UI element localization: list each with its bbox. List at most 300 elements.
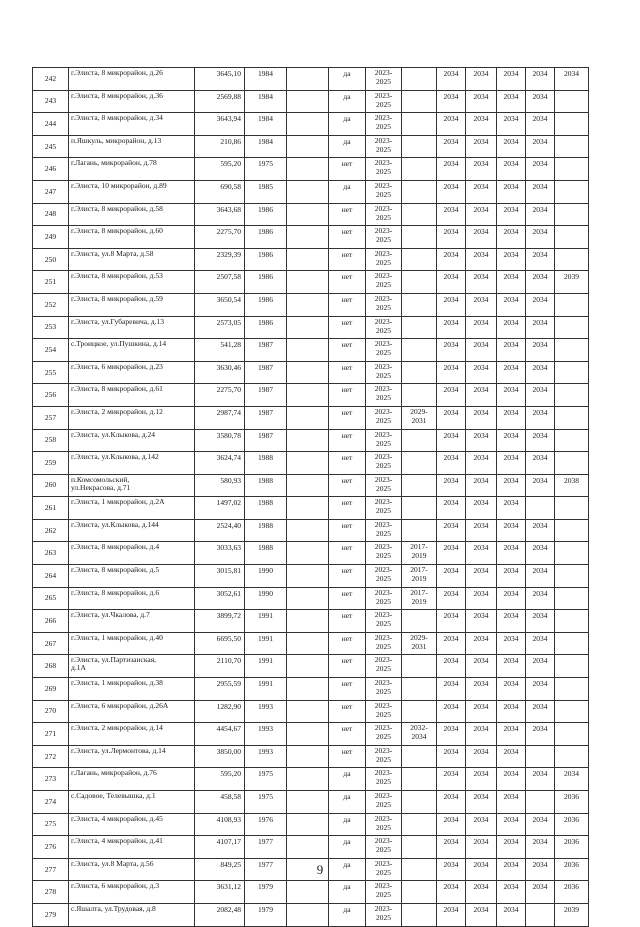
year-col1-cell: 2034 — [437, 361, 466, 384]
period2-cell — [402, 90, 437, 113]
year-cell: 1991 — [245, 610, 287, 633]
period2-cell — [402, 293, 437, 316]
empty-cell — [287, 293, 329, 316]
address-cell: г.Элиста, ул.Чкалова, д.7 — [69, 610, 195, 633]
row-number: 243 — [33, 90, 69, 113]
year-col1-cell: 2034 — [437, 68, 466, 91]
year-col1-cell: 2034 — [437, 452, 466, 475]
year-col1-cell: 2034 — [437, 903, 466, 926]
empty-cell — [287, 135, 329, 158]
year-col4-cell: 2034 — [526, 836, 555, 859]
address-cell: г.Элиста, 8 микрорайон, д.26 — [69, 68, 195, 91]
year-col4-cell: 2034 — [526, 316, 555, 339]
status-cell: да — [329, 903, 366, 926]
status-cell: нет — [329, 316, 366, 339]
table-row — [33, 226, 589, 249]
year-cell: 1986 — [245, 316, 287, 339]
year-col2-cell: 2034 — [466, 813, 497, 836]
year-col5-cell — [555, 542, 589, 565]
row-number: 265 — [33, 587, 69, 610]
year-col4-cell: 2034 — [526, 587, 555, 610]
area-cell: 2275,70 — [195, 384, 245, 407]
empty-cell — [287, 248, 329, 271]
period-cell: 2023- 2025 — [366, 700, 402, 723]
year-col1-cell: 2034 — [437, 858, 466, 881]
row-number: 248 — [33, 203, 69, 226]
row-number: 254 — [33, 339, 69, 362]
address-cell: г.Элиста, 6 микрорайон, д.3 — [69, 881, 195, 904]
address-cell: г.Элиста, 8 микрорайон, д.5 — [69, 565, 195, 588]
period-cell: 2023- 2025 — [366, 158, 402, 181]
year-col5-cell — [555, 655, 589, 678]
row-number: 271 — [33, 723, 69, 746]
year-col5-cell: 2036 — [555, 858, 589, 881]
table-row — [33, 791, 589, 814]
period2-cell — [402, 497, 437, 520]
year-col4-cell: 2034 — [526, 113, 555, 136]
table-row — [33, 813, 589, 836]
year-col2-cell: 2034 — [466, 68, 497, 91]
empty-cell — [287, 519, 329, 542]
year-col2-cell: 2034 — [466, 271, 497, 294]
address-cell: г.Элиста, ул.Клыкова, д.144 — [69, 519, 195, 542]
year-col3-cell: 2034 — [497, 429, 526, 452]
period2-cell — [402, 384, 437, 407]
row-number: 272 — [33, 745, 69, 768]
empty-cell — [287, 565, 329, 588]
year-col5-cell — [555, 429, 589, 452]
address-cell: г.Элиста, 4 микрорайон, д.45 — [69, 813, 195, 836]
status-cell: да — [329, 813, 366, 836]
year-cell: 1975 — [245, 768, 287, 791]
address-cell: г.Элиста, ул.8 Марта, д.56 — [69, 858, 195, 881]
period2-cell — [402, 158, 437, 181]
address-cell: г.Элиста, 6 микрорайон, д.23 — [69, 361, 195, 384]
year-col4-cell: 2034 — [526, 203, 555, 226]
address-cell: г.Элиста, ул.Партизанская, д.1А — [69, 655, 195, 678]
year-col5-cell — [555, 384, 589, 407]
address-cell: г.Элиста, 8 микрорайон, д.61 — [69, 384, 195, 407]
year-col3-cell: 2034 — [497, 180, 526, 203]
year-col4-cell: 2034 — [526, 632, 555, 655]
area-cell: 1497,02 — [195, 497, 245, 520]
period-cell: 2023- 2025 — [366, 474, 402, 497]
row-number: 253 — [33, 316, 69, 339]
area-cell: 690,58 — [195, 180, 245, 203]
row-number: 245 — [33, 135, 69, 158]
area-cell: 3850,00 — [195, 745, 245, 768]
period2-cell — [402, 813, 437, 836]
period-cell: 2023- 2025 — [366, 678, 402, 701]
status-cell: нет — [329, 542, 366, 565]
table-row — [33, 474, 589, 497]
empty-cell — [287, 745, 329, 768]
row-number: 274 — [33, 791, 69, 814]
empty-cell — [287, 881, 329, 904]
year-col3-cell: 2034 — [497, 700, 526, 723]
address-cell: с.Садовое, Телевышка, д.1 — [69, 791, 195, 814]
year-col4-cell: 2034 — [526, 90, 555, 113]
year-col2-cell: 2034 — [466, 248, 497, 271]
year-cell: 1984 — [245, 113, 287, 136]
period-cell: 2023- 2025 — [366, 429, 402, 452]
year-col2-cell: 2034 — [466, 858, 497, 881]
area-cell: 3033,63 — [195, 542, 245, 565]
year-col1-cell: 2034 — [437, 158, 466, 181]
address-cell: г.Элиста, ул.Губаревича, д.13 — [69, 316, 195, 339]
year-col2-cell: 2034 — [466, 655, 497, 678]
status-cell: нет — [329, 248, 366, 271]
year-col4-cell: 2034 — [526, 226, 555, 249]
year-col1-cell: 2034 — [437, 203, 466, 226]
year-cell: 1976 — [245, 813, 287, 836]
period-cell: 2023- 2025 — [366, 723, 402, 746]
year-col4-cell: 2034 — [526, 768, 555, 791]
status-cell: да — [329, 113, 366, 136]
period-cell: 2023- 2025 — [366, 813, 402, 836]
area-cell: 2275,70 — [195, 226, 245, 249]
empty-cell — [287, 361, 329, 384]
year-col1-cell: 2034 — [437, 226, 466, 249]
period-cell: 2023- 2025 — [366, 271, 402, 294]
housing-repair-table — [32, 67, 589, 927]
period-cell: 2023- 2025 — [366, 180, 402, 203]
year-col1-cell: 2034 — [437, 90, 466, 113]
year-cell: 1990 — [245, 565, 287, 588]
table-row — [33, 406, 589, 429]
period-cell: 2023- 2025 — [366, 293, 402, 316]
year-cell: 1986 — [245, 226, 287, 249]
status-cell: нет — [329, 384, 366, 407]
year-col5-cell — [555, 316, 589, 339]
year-col5-cell — [555, 497, 589, 520]
year-cell: 1988 — [245, 474, 287, 497]
table-row — [33, 723, 589, 746]
year-col1-cell: 2034 — [437, 700, 466, 723]
period-cell: 2023- 2025 — [366, 881, 402, 904]
year-col5-cell: 2038 — [555, 474, 589, 497]
area-cell: 3899,72 — [195, 610, 245, 633]
period-cell: 2023- 2025 — [366, 836, 402, 859]
year-cell: 1990 — [245, 587, 287, 610]
period-cell: 2023- 2025 — [366, 768, 402, 791]
period-cell: 2023- 2025 — [366, 903, 402, 926]
period2-cell — [402, 226, 437, 249]
empty-cell — [287, 678, 329, 701]
area-cell: 3643,68 — [195, 203, 245, 226]
year-col5-cell — [555, 519, 589, 542]
empty-cell — [287, 271, 329, 294]
status-cell: нет — [329, 203, 366, 226]
row-number: 261 — [33, 497, 69, 520]
page-number: 9 — [316, 862, 324, 877]
area-cell: 4107,17 — [195, 836, 245, 859]
year-col3-cell: 2034 — [497, 565, 526, 588]
year-col5-cell — [555, 587, 589, 610]
period-cell: 2023- 2025 — [366, 565, 402, 588]
row-number: 276 — [33, 836, 69, 859]
empty-cell — [287, 339, 329, 362]
year-col1-cell: 2034 — [437, 497, 466, 520]
year-cell: 1979 — [245, 881, 287, 904]
table-body — [33, 68, 589, 927]
year-col1-cell: 2034 — [437, 113, 466, 136]
table-row — [33, 519, 589, 542]
year-cell: 1979 — [245, 903, 287, 926]
year-col4-cell: 2034 — [526, 361, 555, 384]
status-cell: да — [329, 768, 366, 791]
row-number: 266 — [33, 610, 69, 633]
empty-cell — [287, 542, 329, 565]
year-col1-cell: 2034 — [437, 542, 466, 565]
year-col3-cell: 2034 — [497, 519, 526, 542]
year-col2-cell: 2034 — [466, 587, 497, 610]
status-cell: нет — [329, 700, 366, 723]
row-number: 257 — [33, 406, 69, 429]
table-row — [33, 90, 589, 113]
address-cell: г.Элиста, 1 микрорайон, д.2А — [69, 497, 195, 520]
table-row — [33, 632, 589, 655]
period2-cell: 2017- 2019 — [402, 565, 437, 588]
period2-cell — [402, 203, 437, 226]
row-number: 273 — [33, 768, 69, 791]
row-number: 249 — [33, 226, 69, 249]
status-cell: да — [329, 858, 366, 881]
table-row — [33, 881, 589, 904]
period-cell: 2023- 2025 — [366, 406, 402, 429]
address-cell: г.Лагань, микрорайон, д.78 — [69, 158, 195, 181]
year-col3-cell: 2034 — [497, 745, 526, 768]
year-col4-cell: 2034 — [526, 542, 555, 565]
year-col1-cell: 2034 — [437, 745, 466, 768]
empty-cell — [287, 610, 329, 633]
year-col3-cell: 2034 — [497, 452, 526, 475]
row-number: 263 — [33, 542, 69, 565]
year-cell: 1991 — [245, 655, 287, 678]
address-cell: г.Элиста, 8 микрорайон, д.34 — [69, 113, 195, 136]
row-number: 242 — [33, 68, 69, 91]
period-cell: 2023- 2025 — [366, 361, 402, 384]
year-col3-cell: 2034 — [497, 384, 526, 407]
address-cell: г.Элиста, 8 микрорайон, д.59 — [69, 293, 195, 316]
period2-cell — [402, 610, 437, 633]
year-col3-cell: 2034 — [497, 406, 526, 429]
period-cell: 2023- 2025 — [366, 384, 402, 407]
period-cell: 2023- 2025 — [366, 339, 402, 362]
address-cell: г.Элиста, ул.8 Марта, д.58 — [69, 248, 195, 271]
year-cell: 1984 — [245, 90, 287, 113]
area-cell: 6695,50 — [195, 632, 245, 655]
year-col3-cell: 2034 — [497, 768, 526, 791]
table-row — [33, 180, 589, 203]
status-cell: нет — [329, 655, 366, 678]
status-cell: нет — [329, 293, 366, 316]
empty-cell — [287, 768, 329, 791]
address-cell: г.Лагань, микрорайон, д.76 — [69, 768, 195, 791]
area-cell: 2987,74 — [195, 406, 245, 429]
address-cell: г.Элиста, 1 микрорайон, д.38 — [69, 678, 195, 701]
table-row — [33, 68, 589, 91]
status-cell: да — [329, 68, 366, 91]
year-col2-cell: 2034 — [466, 452, 497, 475]
address-cell: г.Элиста, ул.Лермонтова, д.14 — [69, 745, 195, 768]
row-number: 268 — [33, 655, 69, 678]
address-cell: п.Комсомольский, ул.Некрасова, д.71 — [69, 474, 195, 497]
year-col2-cell: 2034 — [466, 226, 497, 249]
year-col2-cell: 2034 — [466, 293, 497, 316]
year-cell: 1986 — [245, 248, 287, 271]
period-cell: 2023- 2025 — [366, 135, 402, 158]
year-col2-cell: 2034 — [466, 542, 497, 565]
year-cell: 1987 — [245, 406, 287, 429]
period2-cell — [402, 429, 437, 452]
row-number: 258 — [33, 429, 69, 452]
year-col1-cell: 2034 — [437, 474, 466, 497]
year-col4-cell: 2034 — [526, 519, 555, 542]
period2-cell: 2029- 2031 — [402, 632, 437, 655]
year-col4-cell: 2034 — [526, 678, 555, 701]
year-cell: 1988 — [245, 542, 287, 565]
year-col4-cell: 2034 — [526, 248, 555, 271]
status-cell: нет — [329, 587, 366, 610]
area-cell: 1282,90 — [195, 700, 245, 723]
year-col3-cell: 2034 — [497, 158, 526, 181]
year-col1-cell: 2034 — [437, 135, 466, 158]
period2-cell: 2032- 2034 — [402, 723, 437, 746]
status-cell: нет — [329, 339, 366, 362]
empty-cell — [287, 226, 329, 249]
year-col5-cell — [555, 248, 589, 271]
period-cell: 2023- 2025 — [366, 316, 402, 339]
period2-cell — [402, 836, 437, 859]
year-cell: 1986 — [245, 203, 287, 226]
table-row — [33, 903, 589, 926]
period2-cell — [402, 248, 437, 271]
table-row — [33, 768, 589, 791]
table-row — [33, 271, 589, 294]
period2-cell — [402, 113, 437, 136]
period-cell: 2023- 2025 — [366, 791, 402, 814]
empty-cell — [287, 68, 329, 91]
empty-cell — [287, 406, 329, 429]
table-row — [33, 293, 589, 316]
year-col2-cell: 2034 — [466, 474, 497, 497]
table-row — [33, 135, 589, 158]
status-cell: нет — [329, 361, 366, 384]
status-cell: нет — [329, 271, 366, 294]
year-col4-cell: 2034 — [526, 452, 555, 475]
year-cell: 1987 — [245, 384, 287, 407]
year-cell: 1984 — [245, 135, 287, 158]
year-col1-cell: 2034 — [437, 248, 466, 271]
address-cell: г.Элиста, 10 микрорайон, д.89 — [69, 180, 195, 203]
year-cell: 1986 — [245, 293, 287, 316]
year-cell: 1991 — [245, 632, 287, 655]
empty-cell — [287, 723, 329, 746]
address-cell: г.Элиста, ул.Клыкова, д.24 — [69, 429, 195, 452]
year-col2-cell: 2034 — [466, 406, 497, 429]
year-col3-cell: 2034 — [497, 339, 526, 362]
year-col3-cell: 2034 — [497, 226, 526, 249]
period-cell: 2023- 2025 — [366, 542, 402, 565]
empty-cell — [287, 813, 329, 836]
area-cell: 3052,61 — [195, 587, 245, 610]
row-number: 251 — [33, 271, 69, 294]
status-cell: нет — [329, 745, 366, 768]
year-cell: 1988 — [245, 452, 287, 475]
status-cell: нет — [329, 632, 366, 655]
area-cell: 595,20 — [195, 768, 245, 791]
address-cell: г.Элиста, 6 микрорайон, д.26А — [69, 700, 195, 723]
period2-cell — [402, 791, 437, 814]
area-cell: 3015,81 — [195, 565, 245, 588]
period2-cell — [402, 339, 437, 362]
year-col1-cell: 2034 — [437, 339, 466, 362]
period-cell: 2023- 2025 — [366, 90, 402, 113]
status-cell: да — [329, 135, 366, 158]
year-col1-cell: 2034 — [437, 836, 466, 859]
year-col2-cell: 2034 — [466, 723, 497, 746]
year-col5-cell — [555, 293, 589, 316]
address-cell: г.Элиста, 8 микрорайон, д.36 — [69, 90, 195, 113]
year-col3-cell: 2034 — [497, 203, 526, 226]
empty-cell — [287, 497, 329, 520]
year-col3-cell: 2034 — [497, 723, 526, 746]
year-col4-cell: 2034 — [526, 881, 555, 904]
year-col5-cell — [555, 452, 589, 475]
year-col3-cell: 2034 — [497, 903, 526, 926]
period-cell: 2023- 2025 — [366, 497, 402, 520]
year-col1-cell: 2034 — [437, 768, 466, 791]
status-cell: нет — [329, 429, 366, 452]
year-cell: 1988 — [245, 497, 287, 520]
year-col2-cell: 2034 — [466, 768, 497, 791]
empty-cell — [287, 429, 329, 452]
status-cell: да — [329, 180, 366, 203]
year-col1-cell: 2034 — [437, 180, 466, 203]
area-cell: 580,93 — [195, 474, 245, 497]
year-col1-cell: 2034 — [437, 271, 466, 294]
row-number: 246 — [33, 158, 69, 181]
row-number: 278 — [33, 881, 69, 904]
empty-cell — [287, 384, 329, 407]
status-cell: да — [329, 791, 366, 814]
year-col4-cell: 2034 — [526, 565, 555, 588]
year-col2-cell: 2034 — [466, 361, 497, 384]
period-cell: 2023- 2025 — [366, 248, 402, 271]
row-number: 275 — [33, 813, 69, 836]
year-cell: 1977 — [245, 836, 287, 859]
empty-cell — [287, 452, 329, 475]
period2-cell: 2017- 2019 — [402, 587, 437, 610]
year-col3-cell: 2034 — [497, 836, 526, 859]
area-cell: 541,28 — [195, 339, 245, 362]
address-cell: г.Элиста, ул.Клыкова, д.142 — [69, 452, 195, 475]
year-col3-cell: 2034 — [497, 68, 526, 91]
period2-cell — [402, 881, 437, 904]
year-col5-cell — [555, 610, 589, 633]
year-col3-cell: 2034 — [497, 587, 526, 610]
empty-cell — [287, 180, 329, 203]
year-col5-cell: 2036 — [555, 791, 589, 814]
year-col1-cell: 2034 — [437, 678, 466, 701]
period-cell: 2023- 2025 — [366, 452, 402, 475]
empty-cell — [287, 655, 329, 678]
address-cell: г.Элиста, 4 микрорайон, д.41 — [69, 836, 195, 859]
area-cell: 2082,48 — [195, 903, 245, 926]
area-cell: 2110,70 — [195, 655, 245, 678]
year-col5-cell — [555, 678, 589, 701]
